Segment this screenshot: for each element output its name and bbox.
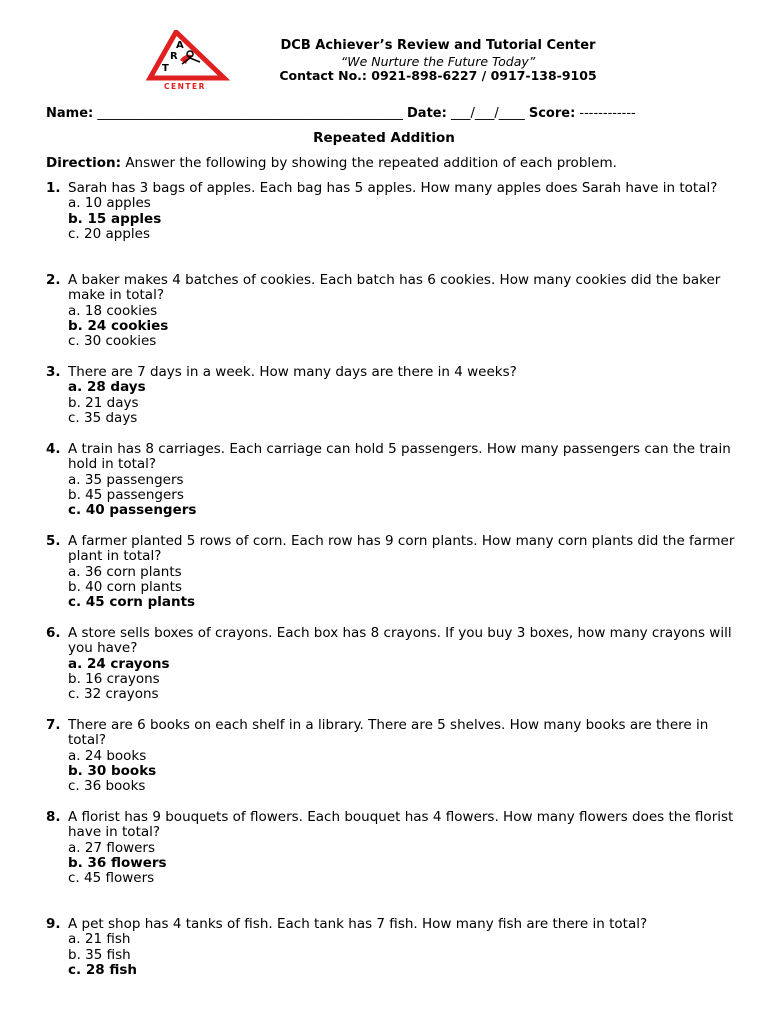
name-field[interactable]: _______________________________________________: [97, 106, 403, 121]
answer-option[interactable]: b. 45 passengers: [68, 486, 184, 503]
direction: [46, 155, 617, 171]
worksheet-title: Repeated Addition: [313, 130, 455, 146]
question-number: 2.: [46, 272, 61, 288]
question-number: 1.: [46, 180, 61, 196]
question-text: A farmer planted 5 rows of corn. Each row has 9 corn plants. How many corn plants did the farmer plant in total?: [68, 533, 735, 565]
question-body: [68, 917, 736, 978]
question-text: A pet shop has 4 tanks of fish. Each tank has 7 fish. How many fish are there in total?: [68, 916, 648, 932]
question-item: [46, 273, 736, 349]
question-number: 5.: [46, 533, 61, 549]
score-field[interactable]: ------------: [579, 106, 636, 121]
question-number: 8.: [46, 809, 61, 825]
question-body: [68, 810, 736, 886]
question-body: [68, 534, 736, 610]
answer-option[interactable]: a. 27 flowers: [68, 839, 156, 856]
question-item: [46, 181, 736, 242]
answer-option[interactable]: b. 35 fish: [68, 946, 131, 963]
question-text: Sarah has 3 bags of apples. Each bag has 5 apples. How many apples does Sarah have in total?: [68, 180, 718, 196]
question-number: 9.: [46, 916, 61, 932]
answer-option-correct[interactable]: b. 30 books: [68, 762, 157, 779]
question-body: [68, 273, 736, 349]
answer-option[interactable]: c. 32 crayons: [68, 686, 159, 703]
question-body: [68, 718, 736, 794]
answer-option[interactable]: a. 35 passengers: [68, 471, 184, 488]
logo-letter-a: A: [176, 40, 184, 51]
date-label: Date:: [407, 106, 447, 121]
art-center-logo: [146, 30, 230, 92]
answer-option[interactable]: b. 21 days: [68, 394, 139, 411]
date-field[interactable]: ___/___/____: [450, 106, 525, 121]
answer-option[interactable]: c. 35 days: [68, 409, 138, 426]
answer-option-correct[interactable]: b. 36 flowers: [68, 854, 167, 871]
answer-option-correct[interactable]: c. 40 passengers: [68, 502, 197, 519]
question-text: There are 7 days in a week. How many days are there in 4 weeks?: [68, 364, 517, 380]
answer-option[interactable]: a. 21 fish: [68, 931, 131, 948]
score-label: Score:: [528, 106, 576, 121]
question-text: A store sells boxes of crayons. Each box has 8 crayons. If you buy 3 boxes, how many crayons will you have?: [68, 625, 732, 657]
answer-option-correct[interactable]: b. 15 apples: [68, 210, 162, 227]
answer-option[interactable]: a. 36 corn plants: [68, 563, 182, 580]
question-text: A florist has 9 bouquets of flowers. Each bouquet has 4 flowers. How many flowers does the florist have in total?: [68, 809, 734, 841]
answer-option[interactable]: c. 45 flowers: [68, 870, 155, 887]
logo-letter-t: T: [162, 63, 169, 74]
logo-letter-r: R: [170, 51, 178, 62]
answer-option-correct[interactable]: a. 24 crayons: [68, 655, 170, 672]
question-text: A baker makes 4 batches of cookies. Each batch has 6 cookies. How many cookies did the baker make in total?: [68, 272, 721, 304]
question-item: [46, 810, 736, 886]
answer-option[interactable]: a. 10 apples: [68, 195, 151, 212]
question-item: [46, 718, 736, 794]
answer-option[interactable]: a. 18 cookies: [68, 302, 158, 319]
question-item: [46, 626, 736, 702]
answer-option-correct[interactable]: c. 45 corn plants: [68, 594, 196, 611]
question-number: 7.: [46, 717, 61, 733]
question-item: [46, 917, 736, 978]
answer-option-correct[interactable]: a. 28 days: [68, 379, 146, 396]
center-motto: “We Nurture the Future Today”: [340, 54, 536, 69]
question-number: 6.: [46, 625, 61, 641]
answer-option[interactable]: c. 36 books: [68, 778, 146, 795]
question-item: [46, 365, 736, 426]
direction-label: Direction:: [46, 155, 122, 171]
question-item: [46, 534, 736, 610]
student-info-line: [46, 106, 636, 121]
answer-option[interactable]: c. 20 apples: [68, 225, 150, 242]
answer-option[interactable]: b. 40 corn plants: [68, 578, 182, 595]
question-body: [68, 626, 736, 702]
question-body: [68, 442, 736, 518]
center-name: DCB Achiever’s Review and Tutorial Center: [280, 38, 596, 53]
direction-text: Answer the following by showing the repeated addition of each problem.: [125, 155, 617, 171]
question-text: There are 6 books on each shelf in a library. There are 5 shelves. How many books are there in total?: [68, 717, 709, 749]
answer-option-correct[interactable]: c. 28 fish: [68, 961, 137, 978]
answer-option[interactable]: c. 30 cookies: [68, 333, 157, 350]
contact-numbers: Contact No.: 0921-898-6227 / 0917-138-9105: [279, 68, 597, 83]
question-number: 4.: [46, 441, 61, 457]
answer-option[interactable]: b. 16 crayons: [68, 670, 160, 687]
question-body: [68, 181, 736, 242]
question-number: 3.: [46, 364, 61, 380]
question-item: [46, 442, 736, 518]
question-text: A train has 8 carriages. Each carriage can hold 5 passengers. How many passengers can the train hold in total?: [68, 441, 731, 473]
answer-option[interactable]: a. 24 books: [68, 747, 147, 764]
name-label: Name:: [46, 106, 94, 121]
logo-caption: CENTER: [164, 82, 206, 91]
question-body: [68, 365, 736, 426]
answer-option-correct[interactable]: b. 24 cookies: [68, 317, 169, 334]
